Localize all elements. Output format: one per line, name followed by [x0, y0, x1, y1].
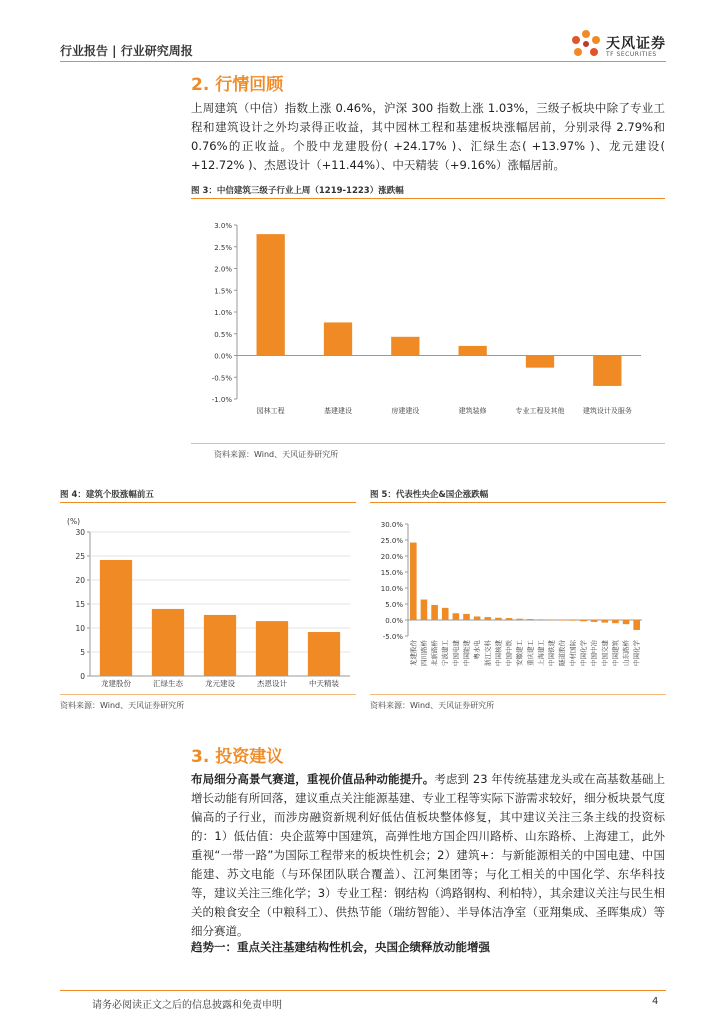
y-tick-label: 20 [75, 576, 85, 585]
y-tick-label: 10 [75, 624, 85, 633]
bar [474, 616, 481, 620]
y-tick-label: 1.0% [214, 309, 232, 317]
bar [431, 605, 438, 620]
figure-5-title: 图 5：代表性央企&国企涨跌幅 [370, 490, 489, 500]
bar [308, 632, 340, 676]
x-tick-label: 重庆建工 [526, 640, 535, 666]
header-divider [60, 61, 666, 62]
figure-4-bottom-rule [60, 694, 356, 695]
bar [324, 322, 352, 355]
x-tick-label: 北新路桥 [430, 640, 439, 666]
bar [591, 620, 598, 622]
bar [526, 356, 554, 368]
y-tick-label: -1.0% [211, 396, 232, 404]
x-tick-label: 专业工程及其他 [515, 407, 565, 415]
footer-divider [60, 990, 666, 991]
top-gainers-chart [60, 508, 356, 693]
y-tick-label: 3.0% [214, 222, 232, 230]
y-unit-label: (%) [67, 517, 80, 526]
figure-5-top-rule [370, 502, 666, 503]
bar [256, 621, 288, 676]
figure-3-bottom-rule [191, 443, 665, 444]
y-tick-label: 0.0% [385, 617, 403, 625]
bar [463, 614, 470, 620]
bar [100, 560, 132, 676]
section-2-paragraph: 上周建筑（中信）指数上涨 0.46%，沪深 300 指数上涨 1.03%，三级子板块中除了专业工程和建筑设计之外均录得正收益，其中园林工程和基建板块涨幅居前，分别录得 2.79%和 0.76%的正收益。个股中龙建股份( +24.17% )、汇绿生态( +13.97% )、龙元建设( +12.72% )、杰恩设计（+11.44%）、中天精装（+9.16%）涨幅居前。 [191, 101, 665, 172]
x-tick-label: 山东路桥 [622, 640, 631, 666]
x-tick-label: 四川路桥 [419, 640, 428, 666]
y-tick-label: 20.0% [380, 553, 403, 561]
x-tick-label: 龙建股份 [101, 679, 131, 688]
y-tick-label: 0.5% [214, 330, 232, 339]
y-tick-label: 1.5% [214, 287, 232, 296]
x-tick-label: 中天精装 [309, 679, 339, 688]
bar [612, 620, 619, 623]
bar [442, 608, 449, 620]
bar [633, 620, 640, 630]
x-tick-label: 隧道股份 [558, 640, 567, 666]
y-tick-label: -5.0% [382, 633, 403, 641]
y-tick-label: 15.0% [380, 569, 403, 577]
y-tick-label: 2.5% [214, 243, 232, 252]
x-tick-label: 建筑设计及服务 [582, 407, 632, 415]
x-tick-label: 中国化学 [579, 640, 588, 666]
figure-4-title: 图 4：建筑个股涨幅前五 [60, 490, 154, 500]
logo-subtitle: TF SECURITIES [606, 51, 657, 58]
soe-return-chart [370, 508, 666, 693]
y-tick-label: 30.0% [380, 521, 403, 529]
figure-3-source: 资料来源：Wind、天风证券研究所 [214, 450, 339, 459]
figure-5-bottom-rule [370, 694, 666, 695]
section-3-paragraph [191, 770, 665, 941]
bar [593, 356, 621, 386]
footer-disclaimer: 请务必阅读正文之后的信息披露和免责申明 [92, 1000, 282, 1011]
x-tick-label: 中国中铁 [505, 640, 514, 666]
y-tick-label: 5.0% [385, 601, 403, 609]
x-tick-label: 房建建设 [391, 407, 420, 415]
x-tick-label: 中国中冶 [590, 640, 599, 666]
x-tick-label: 上海建工 [536, 640, 545, 666]
x-tick-label: 宁波建工 [441, 640, 450, 666]
page-number: 4 [652, 996, 659, 1007]
x-tick-label: 中国交建 [600, 640, 609, 666]
x-tick-label: 建筑装修 [458, 407, 487, 415]
bar [204, 615, 236, 676]
bar [391, 337, 419, 356]
y-tick-label: 0 [80, 672, 85, 681]
bar [421, 600, 428, 620]
x-tick-label: 浙江交科 [483, 640, 492, 666]
bar [257, 234, 285, 355]
x-tick-label: 杰恩设计 [257, 679, 287, 688]
x-tick-label: 汇绿生态 [153, 679, 183, 688]
bar [538, 619, 545, 620]
figure-5-source: 资料来源：Wind、天风证券研究所 [370, 701, 495, 710]
bar [548, 620, 555, 621]
y-tick-label: 2.0% [214, 265, 232, 274]
y-tick-label: 0.0% [214, 352, 232, 361]
y-tick-label: -0.5% [211, 374, 232, 383]
report-type-header: 行业报告 | 行业研究周报 [60, 44, 193, 58]
bar [570, 620, 577, 621]
section-3-title: 3. 投资建议 [191, 747, 284, 767]
y-tick-label: 25 [75, 552, 85, 561]
y-tick-label: 10.0% [380, 585, 403, 593]
x-tick-label: 中国电建 [451, 640, 460, 666]
bar [152, 609, 184, 676]
y-tick-label: 25.0% [380, 537, 403, 545]
bar [559, 620, 566, 621]
x-tick-label: 园林工程 [256, 407, 285, 415]
x-tick-label: 中国铁建 [547, 640, 556, 666]
bar [484, 617, 491, 620]
bar [601, 620, 608, 623]
bar [506, 618, 513, 620]
x-tick-label: 基建建设 [324, 407, 352, 415]
figure-4-top-rule [60, 502, 356, 503]
x-tick-label: 安徽建工 [515, 640, 524, 666]
section-3-body: 考虑到 23 年传统基建龙头或在高基数基础上增长动能有所回落，建议重点关注能源基建、专业工程等实际下游需求较好，细分板块景气度偏高的子行业，而涉房融资新规利好低估值板块整体修复，其中建议关注三条主线的投资标的：1）低估值：央企蓝筹中国建筑，高弹性地方国企四川路桥、山东路桥、上海建工，此外重视“一带一路”为国际工程带来的板块性机会；2）建筑+：与新能源相关的中国电建、中国能建、苏文电能（与环保团队联合覆盖）、江河集团等；与化工相关的中国化学、东华科技等，建议关注三维化学；3）专业工程：钢结构（鸿路钢构、利柏特），其余建议关注与民生相关的粮食安全（中粮科工）、供热节能（瑞纺智能）、半导体洁净室（亚翔集成、圣晖集成）等细分赛道。 [191, 772, 666, 938]
figure-3-title: 图 3：中信建筑三级子行业上周（1219-1223）涨跌幅 [191, 186, 404, 196]
x-tick-label: 中国能建 [462, 640, 471, 666]
y-tick-label: 30 [75, 528, 85, 537]
x-tick-label: 龙元建设 [205, 679, 235, 688]
bar [623, 620, 630, 624]
x-tick-label: 中国核建 [494, 640, 503, 666]
trend-one-heading: 趋势一：重点关注基建结构性机会，央国企绩释放动能增强 [191, 940, 490, 954]
tianfeng-logo-icon [568, 26, 604, 62]
y-tick-label: 5 [80, 648, 85, 657]
x-tick-label: 中国建筑 [611, 640, 620, 666]
x-tick-label: 中材国际 [568, 640, 577, 666]
y-tick-label: 15 [75, 600, 85, 609]
bar [580, 620, 587, 621]
logo-name: 天风证券 [606, 36, 666, 52]
figure-3-top-rule [191, 198, 665, 199]
figure-4-source: 资料来源：Wind、天风证券研究所 [60, 701, 185, 710]
x-tick-label: 中国化学 [632, 640, 641, 666]
bar [495, 618, 502, 620]
bar [410, 543, 417, 620]
section-2-title: 2. 行情回顾 [191, 75, 284, 95]
x-tick-label: 粤水电 [473, 640, 482, 660]
bar [459, 346, 487, 356]
bar [527, 619, 534, 620]
section-3-lead: 布局细分高景气赛道，重视价值品种动能提升。 [191, 772, 435, 786]
bar [453, 613, 460, 620]
x-tick-label: 龙建股份 [409, 640, 418, 666]
bar [516, 619, 523, 620]
sector-return-chart [191, 210, 665, 435]
